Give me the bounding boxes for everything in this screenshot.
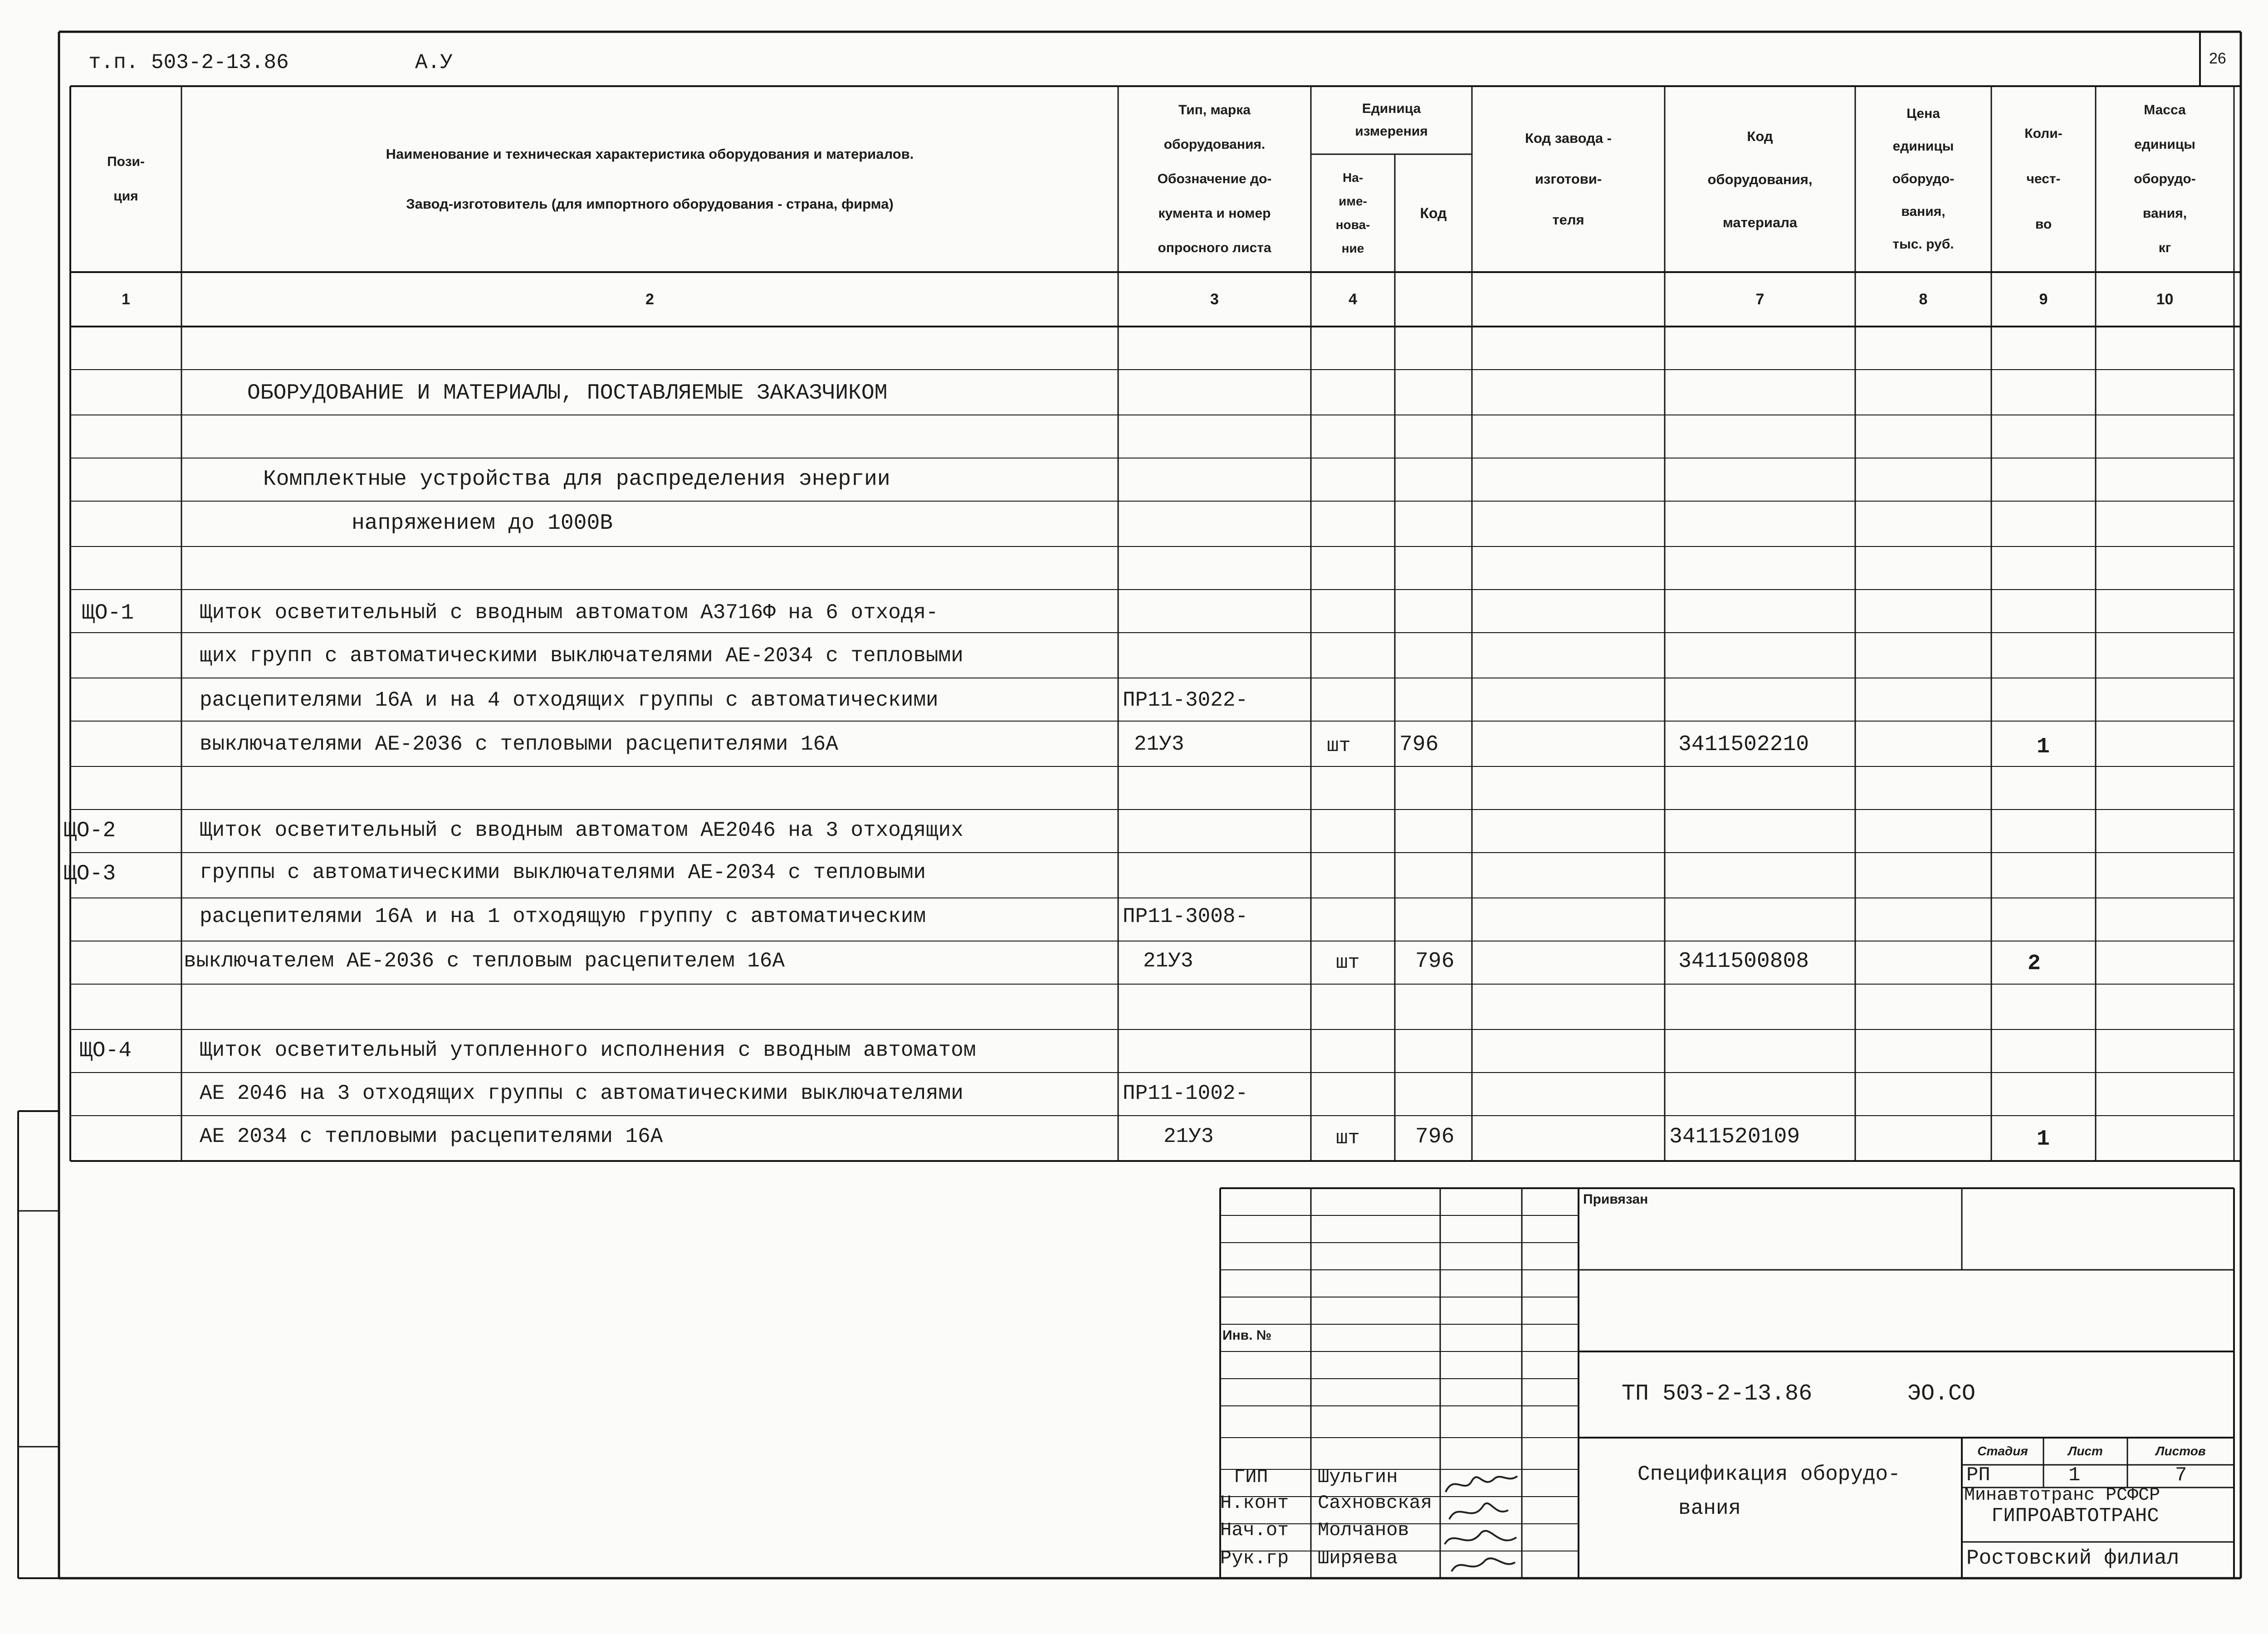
section-title: ОБОРУДОВАНИЕ И МАТЕРИАЛЫ, ПОСТАВЛЯЕМЫЕ ЗАКАЗЧИКОМ — [247, 381, 888, 405]
item-description-line: расцепителями 16А и на 4 отходящих группы с автоматическими — [200, 688, 938, 712]
stamp-sheets-label: Листов — [2156, 1444, 2206, 1458]
item-position: ЩО-2 — [64, 819, 116, 843]
stamp-sheet: 1 — [2068, 1464, 2081, 1487]
header-unit-code: Код — [1420, 205, 1447, 221]
item-position: ЩО-4 — [79, 1039, 132, 1063]
item-description-line: выключателем АЕ-2036 с тепловым расцепителем 16А — [184, 949, 785, 973]
section-subtitle-1: Комплектные устройства для распределения энергии — [263, 467, 890, 492]
signer-name: Шульгин — [1318, 1466, 1398, 1488]
header-name: Наименование и техническая характеристика оборудования и материалов. Завод-изготовитель (для импортного оборудования - страна, фирма) — [386, 146, 914, 212]
item-type-line-2: 21У3 — [1143, 949, 1193, 973]
item-unit: шт — [1327, 735, 1351, 757]
item-position: ЩО-1 — [82, 601, 134, 625]
stamp-inventory-label: Инв. № — [1222, 1328, 1272, 1343]
signer-role: ГИП — [1234, 1466, 1268, 1488]
header-quantity: Коли- чест- во — [2024, 126, 2063, 232]
header-position: Пози- ция — [107, 154, 145, 204]
header-price: Цена единицы оборудо- вания, тыс. руб. — [1892, 106, 1955, 252]
stamp-stage-label: Стадия — [1977, 1444, 2028, 1458]
item-unit: шт — [1336, 1127, 1360, 1150]
header-type: Тип, марка оборудования. Обозначение до- кумента и номер опросного листа — [1157, 102, 1272, 255]
section-subtitle-2: напряжением до 1000В — [352, 511, 613, 536]
col-number-8: 8 — [1919, 290, 1928, 308]
stamp-sheets: 7 — [2175, 1464, 2187, 1487]
stamp-organization-1: Минавтотранс РСФСР — [1964, 1485, 2160, 1506]
item-quantity: 2 — [2028, 951, 2041, 976]
col-number-4: 4 — [1349, 290, 1357, 308]
stamp-title-line-2: вания — [1678, 1497, 1741, 1520]
item-position-secondary: ЩО-3 — [64, 862, 116, 886]
col-number-1: 1 — [122, 290, 130, 308]
col-number-7: 7 — [1755, 290, 1765, 308]
item-description-line: Щиток осветительный с вводным автоматом АЕ2046 на 3 отходящих — [200, 819, 963, 842]
handwritten-signatures — [1440, 1469, 1522, 1578]
stamp-stage: РП — [1966, 1464, 1990, 1487]
header-equipment-code: Код оборудования, материала — [1707, 128, 1813, 230]
header-manufacturer-code: Код завода - изготови- теля — [1525, 130, 1612, 228]
signer-role: Н.конт — [1220, 1492, 1289, 1514]
signer-name: Сахновская — [1318, 1492, 1432, 1514]
signer-name: Ширяева — [1318, 1547, 1398, 1569]
col-number-10: 10 — [2156, 290, 2174, 308]
col-number-9: 9 — [2039, 290, 2048, 308]
header-mass: Масса единицы оборудо- вания, кг — [2134, 102, 2196, 255]
item-description-line: Щиток осветительный утопленного исполнения с вводным автоматом — [200, 1039, 976, 1062]
stamp-organization-3: Ростовский филиал — [1966, 1546, 2180, 1570]
item-equipment-code: 3411502210 — [1678, 732, 1809, 757]
item-quantity: 1 — [2037, 1127, 2050, 1151]
item-type-line-1: ПР11-3008- — [1123, 905, 1248, 928]
item-unit-code: 796 — [1415, 949, 1455, 974]
stamp-organization-2: ГИПРОАВТОТРАНС — [1991, 1505, 2159, 1527]
stamp-document-code: ТП 503-2-13.86 — [1622, 1381, 1813, 1407]
item-unit-code: 796 — [1415, 1125, 1455, 1149]
header-unit-name: На- име- нова- ние — [1335, 171, 1370, 255]
item-unit-code: 796 — [1399, 732, 1439, 757]
signer-role: Рук.гр — [1220, 1547, 1289, 1569]
item-type-line-1: ПР11-1002- — [1123, 1082, 1248, 1105]
stamp-title-line-1: Спецификация оборудо- — [1637, 1463, 1901, 1486]
item-quantity: 1 — [2037, 735, 2050, 759]
item-description-line: АЕ 2046 на 3 отходящих группы с автоматическими выключателями — [200, 1082, 963, 1105]
signer-role: Нач.от — [1220, 1519, 1289, 1541]
item-description-line: щих групп с автоматическими выключателями АЕ-2034 с тепловыми — [200, 644, 963, 668]
col-number-2: 2 — [645, 290, 654, 308]
item-type-line-2: 21У3 — [1134, 732, 1184, 756]
col-number-3: 3 — [1210, 290, 1219, 308]
item-equipment-code: 3411520109 — [1669, 1125, 1800, 1149]
item-type-line-2: 21У3 — [1163, 1125, 1214, 1148]
stamp-sheet-label: Лист — [2068, 1444, 2103, 1458]
header-unit: Единица измерения — [1355, 101, 1428, 139]
album-mark: А.У — [415, 51, 453, 74]
stamp-mark: ЭО.СО — [1907, 1381, 1976, 1407]
item-description-line: Щиток осветительный с вводным автоматом А3716Ф на 6 отходя- — [200, 601, 938, 624]
stamp-attached-label: Привязан — [1583, 1192, 1648, 1207]
item-description-line: АЕ 2034 с тепловыми расцепителями 16А — [200, 1125, 663, 1148]
item-description-line: выключателями АЕ-2036 с тепловыми расцепителями 16А — [200, 732, 838, 756]
item-description-line: группы с автоматическими выключателями АЕ-2034 с тепловыми — [200, 861, 926, 884]
item-type-line-1: ПР11-3022- — [1123, 688, 1248, 712]
sheet-corner-number: 26 — [2209, 50, 2226, 67]
item-description-line: расцепителями 16А и на 1 отходящую группу с автоматическим — [200, 905, 926, 928]
document-reference: т.п. 503-2-13.86 — [88, 51, 289, 74]
item-unit: шт — [1336, 951, 1360, 974]
signer-name: Молчанов — [1318, 1519, 1409, 1541]
item-equipment-code: 3411500808 — [1678, 949, 1809, 974]
